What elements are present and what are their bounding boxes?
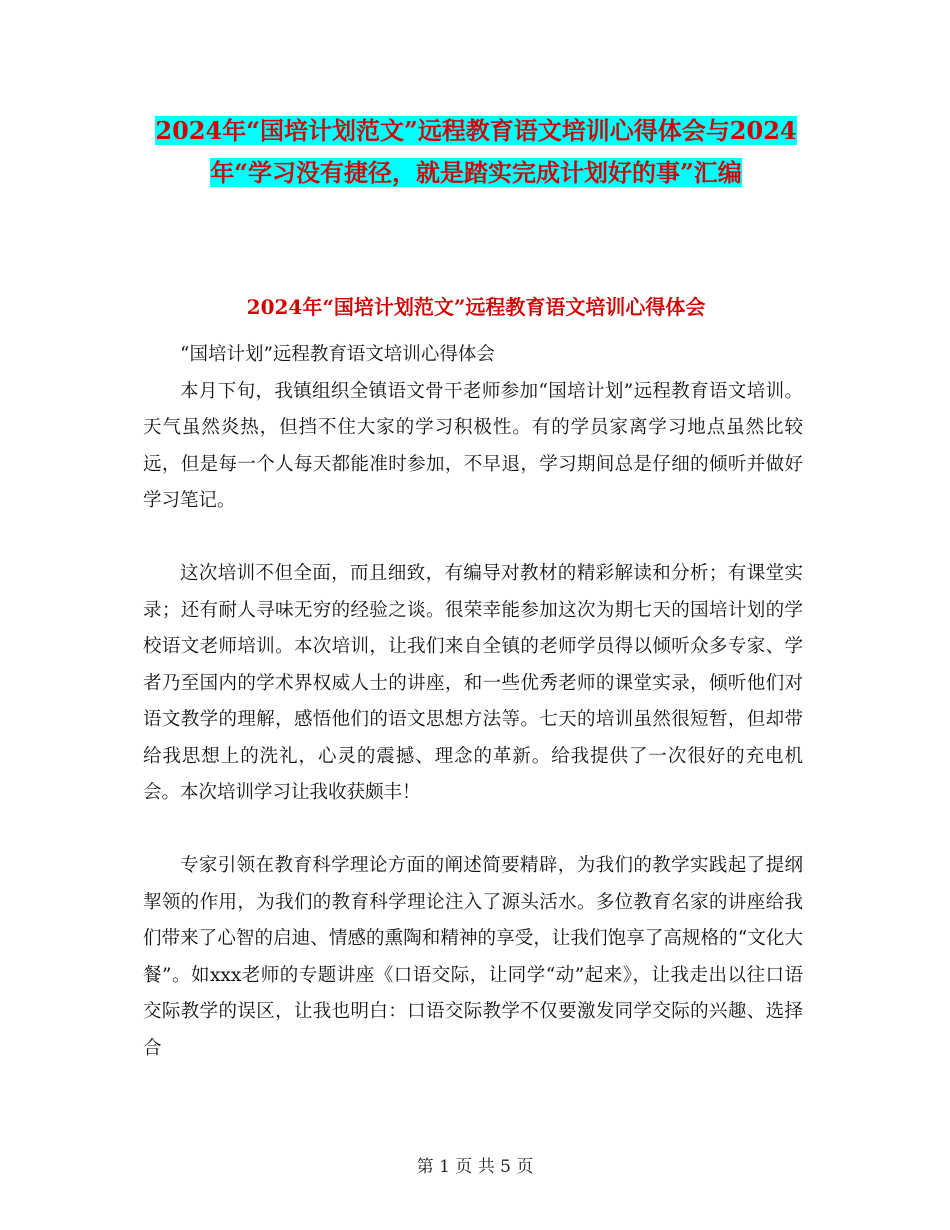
document-title [140, 110, 812, 194]
paragraph: 这次培训不但全面，而且细致，有编导对教材的精彩解读和分析；有课堂实录；还有耐人寻味无穷的经验之谈。很荣幸能参加这次为期七天的国培计划的学校语文老师培训。本次培训，让我们来自全镇的老师学员得以倾听众多专家、学者乃至国内的学术界权威人士的讲座，和一些优秀老师的课堂实录，倾听他们对语文教学的理解，感悟他们的语文思想方法等。七天的培训虽然很短暂，但却带给我思想上的洗礼，心灵的震撼、理念的革新。给我提供了一次很好的充电机会。本次培训学习让我收获颇丰！ [143, 563, 803, 803]
section-title: 2024年“国培计划范文”远程教育语文培训心得体会 [246, 295, 706, 319]
document-body [143, 337, 803, 1067]
document-title-text: 2024年“国培计划范文”远程教育语文培训心得体会与2024年“学习没有捷径，就是踏实完成计划好的事”汇编 [155, 116, 797, 187]
paragraph: 专家引领在教育科学理论方面的阐述简要精辟，为我们的教学实践起了提纲挈领的作用，为我们的教育科学理论注入了源头活水。多位教育名家的讲座给我们带来了心智的启迪、情感的熏陶和精神的享受，让我们饱享了高规格的“文化大餐”。如xxx老师的专题讲座《口语交际，让同学“动”起来》，让我走出以往口语交际教学的误区，让我也明白：口语交际教学不仅要激发同学交际的兴趣、选择合 [143, 855, 803, 1059]
paragraph: 本月下旬，我镇组织全镇语文骨干老师参加“国培计划”远程教育语文培训。天气虽然炎热，但挡不住大家的学习积极性。有的学员家离学习地点虽然比较远，但是每一个人每天都能准时参加，不早退，学习期间总是仔细的倾听并做好学习笔记。 [143, 380, 803, 511]
paragraph-intro: “国培计划”远程教育语文培训心得体会 [180, 344, 495, 365]
page-footer: 第 1 页 共 5 页 [416, 1157, 534, 1177]
